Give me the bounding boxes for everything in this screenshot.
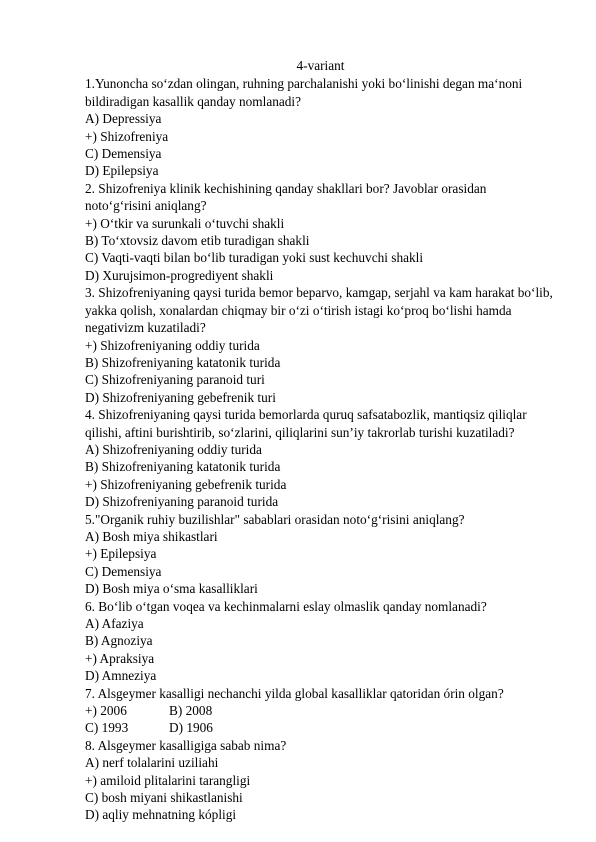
answer-option: A) Shizofreniyaning oddiy turida [85,441,262,457]
answer-option: +) O‘tkir va surunkali o‘tuvchi shakli [85,215,285,231]
answer-option: +) Shizofreniyaning gebefrenik turida [85,476,287,492]
answer-option: A) nerf tolalarini uziliahi [85,755,219,771]
answer-option: +) amiloid plitalarini tarangligi [85,772,251,788]
answer-option: +) Shizofreniyaning oddiy turida [85,337,260,353]
answer-option: D) 1906 [169,720,213,736]
answer-option: B) Shizofreniyaning katatonik turida [85,459,281,475]
answer-option: +) Shizofreniya [85,128,169,144]
answer-option: A) Bosh miya shikastlari [85,528,218,544]
answer-option: D) Amneziya [85,668,157,684]
answer-option-row [85,719,556,736]
answer-option: D) Shizofreniyaning paranoid turida [85,494,279,510]
question-6-text: 6. Bo‘lib o‘tgan voqea va kechinmalarni eslay olmaslik qanday nomlanadi? [85,598,487,614]
answer-option: B) Agnoziya [85,633,153,649]
answer-option: D) Epilepsiya [85,163,159,179]
question-4-text: 4. Shizofreniyaning qaysi turida bemorlarda quruq safsatabozlik, mantiqsiz qiliqlar qilishi, aftini burishtirib, so‘zlarini, qiliqlarini sun’iy takrorlab turishi kuzatiladi? [85,407,527,440]
answer-option: B) Shizofreniyaning katatonik turida [85,354,281,370]
question-1-text: 1.Yunoncha so‘zdan olingan, ruhning parchalanishi yoki bo‘linishi degan ma‘noni bildiradigan kasallik qanday nomlanadi? [85,76,523,109]
question-2-text: 2. Shizofreniya klinik kechishining qanday shakllari bor? Javoblar orasidan noto‘g‘risini aniqlang? [85,180,487,214]
question-7-text: 7. Alsgeymer kasalligi nechanchi yilda global kasalliklar qatoridan órin olgan? [85,685,504,701]
answer-option: D) Shizofreniyaning gebefrenik turi [85,389,276,405]
answer-option: +) Epilepsiya [85,546,157,562]
answer-option: C) Vaqti-vaqti bilan bo‘lib turadigan yoki sust kechuvchi shakli [85,250,424,266]
answer-option: +) Apraksiya [85,650,155,666]
answer-option: +) 2006 [85,703,127,719]
answer-option: C) Demensiya [85,563,162,579]
answer-option: D) aqliy mehnatning kópligi [85,807,237,823]
answer-option: D) Xurujsimon-progrediyent shakli [85,267,274,283]
answer-option: A) Depressiya [85,111,162,127]
answer-option: C) 1993 [85,720,129,736]
answer-option-row [85,702,556,719]
answer-option: C) Shizofreniyaning paranoid turi [85,372,265,388]
answer-option: C) Demensiya [85,146,162,162]
answer-option: B) 2008 [169,703,213,719]
answer-option: A) Afaziya [85,616,144,631]
question-5-text: 5."Organik ruhiy buzilishlar" sabablari orasidan noto‘g‘risini aniqlang? [85,511,465,527]
answer-option: C) bosh miyani shikastlanishi [85,790,243,806]
question-3-text: 3. Shizofreniyaning qaysi turida bemor beparvo, kamgap, serjahl va kam harakat bo‘lib, yakka qolish, xonalardan chiqmay bir o‘zi o‘tirish istagi ko‘proq bo‘lishi hamda negativizm kuzatiladi? [85,285,553,336]
variant-title: 4-variant [296,58,345,73]
answer-option: B) To‘xtovsiz davom etib turadigan shakli [85,233,310,249]
answer-option: D) Bosh miya o‘sma kasalliklari [85,581,258,597]
question-8-text: 8. Alsgeymer kasalligiga sabab nima? [85,737,287,753]
